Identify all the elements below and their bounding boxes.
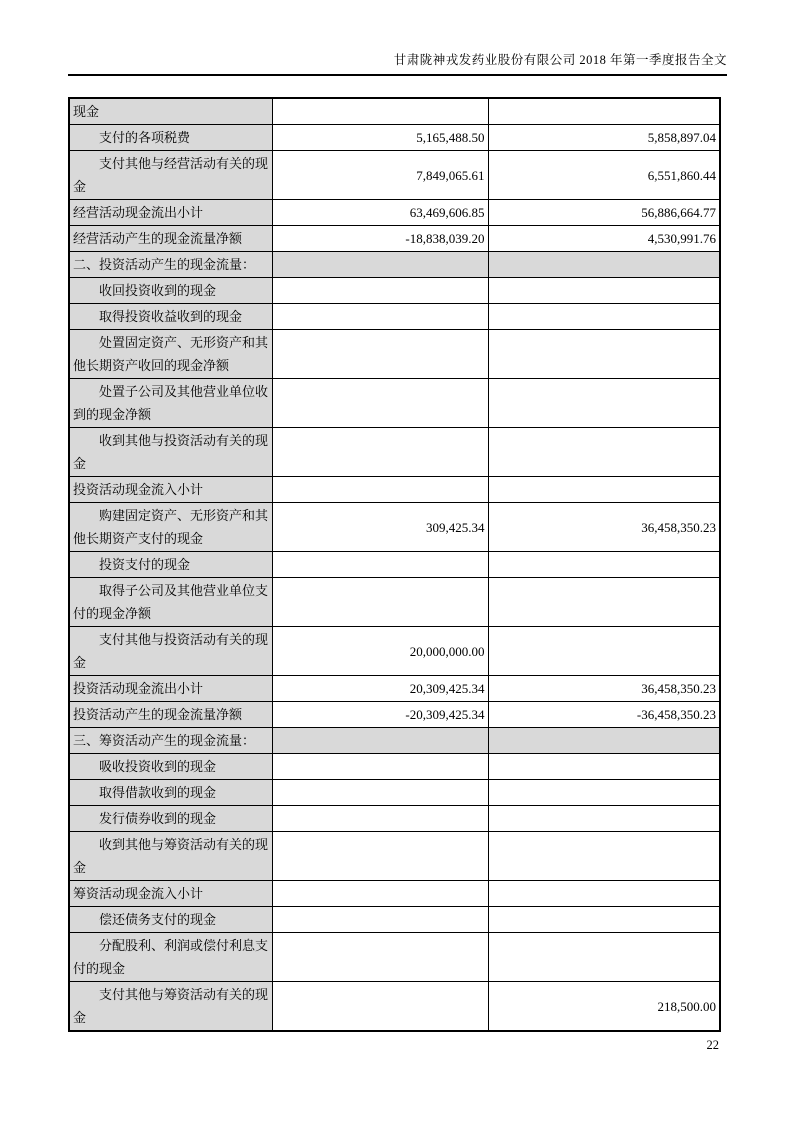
row-value-current-period: 63,469,606.85 [272,200,488,226]
row-label: 投资支付的现金 [69,552,272,578]
table-row [69,278,720,304]
row-value-prior-period [488,881,720,907]
row-value-current-period [272,252,488,278]
row-label: 经营活动现金流出小计 [69,200,272,226]
row-value-prior-period [488,806,720,832]
row-value-prior-period [488,754,720,780]
row-label: 支付其他与投资活动有关的现金 [69,627,272,676]
row-value-prior-period [488,578,720,627]
row-label: 发行债券收到的现金 [69,806,272,832]
table-row [69,98,720,125]
row-value-prior-period [488,728,720,754]
table-row [69,754,720,780]
row-value-prior-period: 218,500.00 [488,982,720,1032]
row-value-current-period: 5,165,488.50 [272,125,488,151]
table-row [69,428,720,477]
row-value-current-period [272,780,488,806]
page-header [68,50,727,76]
row-value-current-period [272,330,488,379]
cash-flow-table [68,97,721,1032]
table-row [69,330,720,379]
row-value-prior-period [488,428,720,477]
row-value-prior-period: 56,886,664.77 [488,200,720,226]
row-value-current-period: -18,838,039.20 [272,226,488,252]
table-row [69,933,720,982]
row-value-current-period [272,578,488,627]
table-row [69,200,720,226]
table-row [69,907,720,933]
row-value-prior-period [488,477,720,503]
row-label: 支付的各项税费 [69,125,272,151]
row-value-current-period: 7,849,065.61 [272,151,488,200]
row-label: 支付其他与经营活动有关的现金 [69,151,272,200]
row-label: 收到其他与筹资活动有关的现金 [69,832,272,881]
row-label: 吸收投资收到的现金 [69,754,272,780]
row-label: 收到其他与投资活动有关的现金 [69,428,272,477]
table-row [69,552,720,578]
table-row [69,676,720,702]
table-row [69,226,720,252]
row-value-prior-period: 5,858,897.04 [488,125,720,151]
row-label: 三、筹资活动产生的现金流量： [69,728,272,754]
table-row [69,702,720,728]
table-row [69,578,720,627]
row-label: 二、投资活动产生的现金流量： [69,252,272,278]
row-value-current-period [272,881,488,907]
row-label: 取得投资收益收到的现金 [69,304,272,330]
row-label: 取得借款收到的现金 [69,780,272,806]
table-row [69,806,720,832]
table-row [69,728,720,754]
row-value-prior-period: 6,551,860.44 [488,151,720,200]
row-value-current-period: -20,309,425.34 [272,702,488,728]
row-label: 分配股利、利润或偿付利息支付的现金 [69,933,272,982]
row-value-current-period [272,982,488,1032]
table-row [69,982,720,1032]
row-value-prior-period [488,933,720,982]
row-value-current-period [272,98,488,125]
table-row [69,477,720,503]
row-label: 收回投资收到的现金 [69,278,272,304]
row-value-current-period [272,379,488,428]
row-value-current-period [272,907,488,933]
table-row [69,832,720,881]
row-value-current-period [272,304,488,330]
table-row [69,125,720,151]
row-label: 购建固定资产、无形资产和其他长期资产支付的现金 [69,503,272,552]
row-value-prior-period: -36,458,350.23 [488,702,720,728]
header-rule [68,74,727,76]
row-value-prior-period [488,907,720,933]
row-label: 支付其他与筹资活动有关的现金 [69,982,272,1032]
row-value-prior-period [488,552,720,578]
table-row [69,379,720,428]
row-label: 筹资活动现金流入小计 [69,881,272,907]
row-value-current-period [272,428,488,477]
row-value-prior-period [488,252,720,278]
row-value-current-period [272,832,488,881]
row-value-prior-period: 36,458,350.23 [488,503,720,552]
table-row [69,627,720,676]
row-value-prior-period [488,627,720,676]
row-value-current-period [272,728,488,754]
row-label: 处置固定资产、无形资产和其他长期资产收回的现金净额 [69,330,272,379]
table-row [69,151,720,200]
row-label: 经营活动产生的现金流量净额 [69,226,272,252]
table-row [69,304,720,330]
row-value-current-period: 20,000,000.00 [272,627,488,676]
row-value-current-period [272,754,488,780]
row-value-current-period [272,806,488,832]
row-label: 处置子公司及其他营业单位收到的现金净额 [69,379,272,428]
cash-flow-table-body [69,98,720,1031]
row-label: 现金 [69,98,272,125]
table-row [69,503,720,552]
table-row [69,780,720,806]
row-value-current-period [272,278,488,304]
row-value-prior-period [488,330,720,379]
row-label: 投资活动现金流出小计 [69,676,272,702]
row-value-current-period: 309,425.34 [272,503,488,552]
row-value-prior-period: 4,530,991.76 [488,226,720,252]
row-value-current-period [272,552,488,578]
row-value-prior-period [488,98,720,125]
row-label: 投资活动现金流入小计 [69,477,272,503]
row-value-prior-period: 36,458,350.23 [488,676,720,702]
row-value-prior-period [488,379,720,428]
table-row [69,881,720,907]
row-label: 取得子公司及其他营业单位支付的现金净额 [69,578,272,627]
row-value-prior-period [488,304,720,330]
table-row [69,252,720,278]
row-label: 投资活动产生的现金流量净额 [69,702,272,728]
row-value-prior-period [488,278,720,304]
page-number: 22 [706,1038,719,1052]
row-value-current-period [272,477,488,503]
row-value-current-period [272,933,488,982]
row-value-prior-period [488,780,720,806]
row-value-current-period: 20,309,425.34 [272,676,488,702]
row-value-prior-period [488,832,720,881]
header-title: 甘肃陇神戎发药业股份有限公司 2018 年第一季度报告全文 [393,53,727,67]
row-label: 偿还债务支付的现金 [69,907,272,933]
